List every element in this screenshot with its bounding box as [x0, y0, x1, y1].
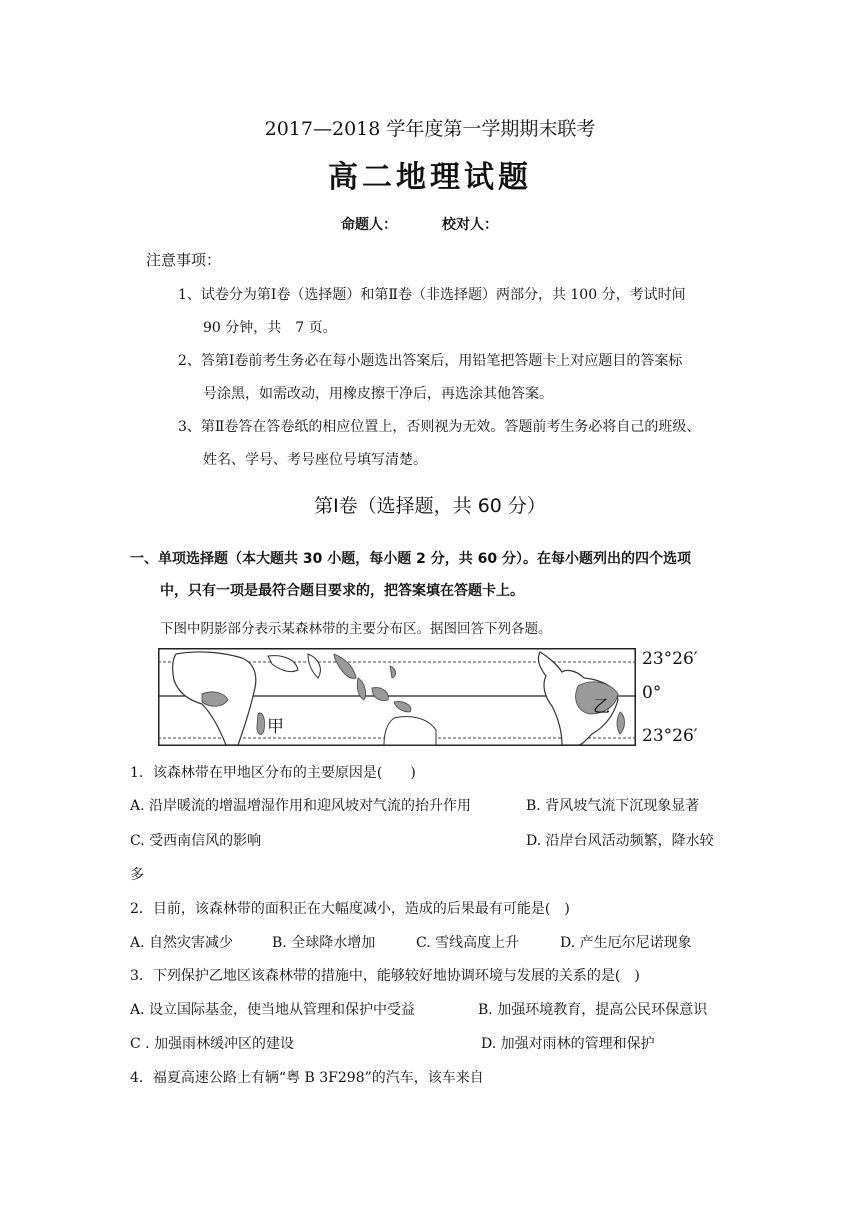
- question-1-option-d-continued: 多: [130, 867, 144, 883]
- label-yi: 乙: [593, 697, 610, 717]
- notice-item-2-line1: 2、答第Ⅰ卷前考生务必在每小题选出答案后，用铅笔把答题卡上对应题目的答案标: [178, 353, 683, 369]
- question-1-option-d: D. 沿岸台风活动频繁，降水较: [526, 833, 714, 849]
- question-3-option-d: D. 加强对雨林的管理和保护: [481, 1036, 655, 1052]
- part-instruction-line2: 中，只有一项是最符合题目要求的，把答案填在答题卡上。: [160, 583, 524, 599]
- forest-map: [158, 648, 636, 746]
- section-title: 第Ⅰ卷（选择题，共 60 分）: [314, 495, 546, 517]
- question-1-stem: 1．该森林带在甲地区分布的主要原因是( ): [130, 765, 416, 781]
- question-1-option-b: B. 背风坡气流下沉现象显著: [526, 798, 700, 814]
- question-2-option-d: D. 产生厄尔尼诺现象: [560, 935, 692, 951]
- notice-item-3-line2: 姓名、学号、考号座位号填写清楚。: [203, 452, 427, 468]
- question-3-option-c: C . 加强雨林缓冲区的建设: [130, 1036, 295, 1052]
- setter-label: 命题人：: [341, 217, 397, 233]
- checker-label: 校对人：: [442, 217, 498, 233]
- question-4-stem: 4．福夏高速公路上有辆“粤 B 3F298”的汽车，该车来自: [130, 1070, 484, 1086]
- lat-label-top: 23°26′: [642, 649, 698, 669]
- figure-intro: 下图中阴影部分表示某森林带的主要分布区。据图回答下列各题。: [160, 621, 552, 637]
- part-instruction-line1: 一、单项选择题（本大题共 30 小题，每小题 2 分，共 60 分）。在每小题列出的四个选项: [130, 551, 691, 567]
- label-jia: 甲: [267, 717, 284, 737]
- question-2-option-b: B. 全球降水增加: [272, 935, 376, 951]
- lat-label-equator: 0°: [642, 683, 662, 703]
- question-2-option-a: A. 自然灾害减少: [130, 935, 234, 951]
- question-3-option-a: A. 设立国际基金，使当地从管理和保护中受益: [130, 1002, 416, 1018]
- notice-title: 注意事项：: [146, 251, 222, 269]
- question-1-option-c: C. 受西南信风的影响: [130, 833, 262, 849]
- notice-item-1-line1: 1、试卷分为第Ⅰ卷（选择题）和第Ⅱ卷（非选择题）两部分，共 100 分，考试时间: [178, 287, 686, 303]
- question-2-option-c: C. 雪线高度上升: [416, 935, 520, 951]
- question-3-option-b: B. 加强环境教育，提高公民环保意识: [478, 1002, 708, 1018]
- question-2-stem: 2．目前，该森林带的面积正在大幅度减小，造成的后果最有可能是( ): [130, 901, 570, 917]
- notice-item-1-line2: 90 分钟，共 7 页。: [203, 320, 337, 336]
- notice-item-3-line1: 3、第Ⅱ卷答在答卷纸的相应位置上，否则视为无效。答题前考生务必将自己的班级、: [178, 419, 701, 435]
- question-1-option-a: A. 沿岸暖流的增温增湿作用和迎风坡对气流的抬升作用: [130, 798, 472, 814]
- exam-title: 2017—2018 学年度第一学期期末联考: [264, 118, 596, 140]
- lat-label-bottom: 23°26′: [642, 726, 698, 746]
- question-3-stem: 3．下列保护乙地区该森林带的措施中，能够较好地协调环境与发展的关系的是( ): [130, 968, 640, 984]
- notice-item-2-line2: 号涂黑，如需改动，用橡皮擦干净后，再选涂其他答案。: [203, 386, 553, 402]
- subject-title: 高二地理试题: [328, 160, 532, 195]
